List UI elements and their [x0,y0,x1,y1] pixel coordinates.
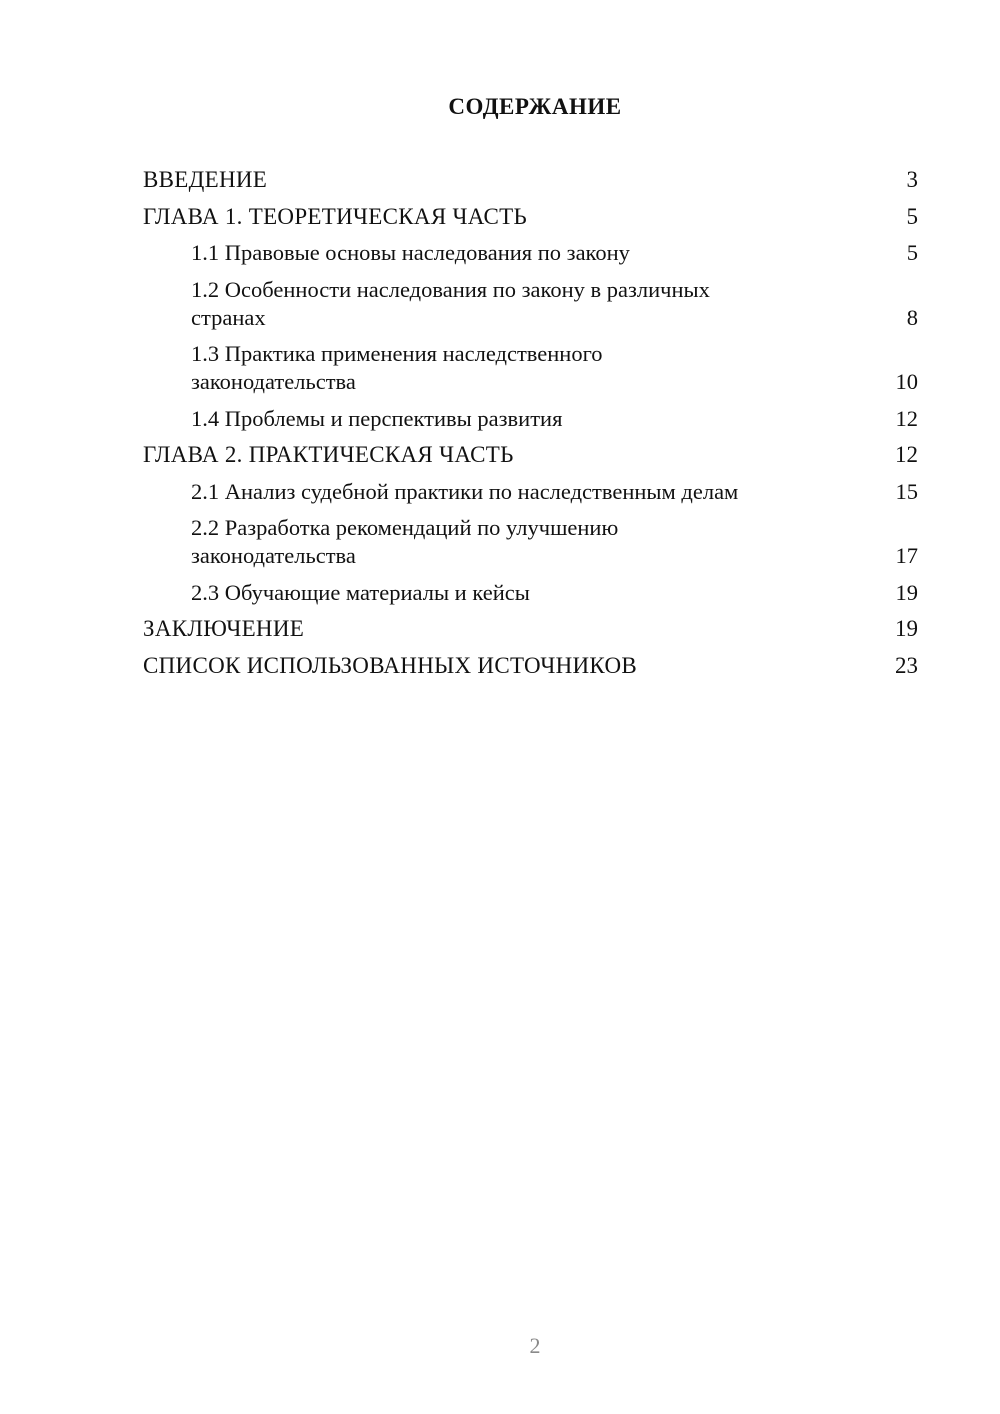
toc-entry-label: СПИСОК ИСПОЛЬЗОВАННЫХ ИСТОЧНИКОВ [143,652,638,678]
toc-entry-label: 1.4 Проблемы и перспективы развития [191,405,563,431]
toc-entry-section-1-2[interactable] [143,276,918,332]
toc-entry-chapter-1[interactable] [143,203,918,231]
toc-entry-label: 2.1 Анализ судебной практики по наследственным делам [191,478,739,504]
document-title: СОДЕРЖАНИЕ [448,94,622,119]
toc-entry-page: 19 [895,616,918,641]
toc-entry-page: 8 [906,304,918,330]
toc-entry-page: 5 [906,203,918,229]
toc-entry-page: 10 [895,369,918,394]
toc-entry-references[interactable] [143,652,918,680]
toc-entry-section-1-1[interactable] [143,239,918,267]
toc-entry-label: ГЛАВА 1. ТЕОРЕТИЧЕСКАЯ ЧАСТЬ [143,203,528,229]
toc-entry-chapter-2[interactable] [143,441,918,469]
toc-entry-section-2-3[interactable] [143,579,918,607]
table-of-contents [143,166,918,688]
page-number: 2 [529,1333,541,1358]
toc-entry-label: ЗАКЛЮЧЕНИЕ [143,616,305,641]
toc-entry-label: ГЛАВА 2. ПРАКТИЧЕСКАЯ ЧАСТЬ [143,442,514,467]
toc-entry-label: 1.1 Правовые основы наследования по закону [191,240,630,265]
toc-entry-page: 12 [895,405,918,431]
toc-entry-label: ВВЕДЕНИЕ [143,167,268,192]
toc-entry-introduction[interactable] [143,166,918,194]
toc-entry-section-2-2[interactable] [143,514,918,570]
toc-entry-conclusion[interactable] [143,615,918,643]
toc-entry-page: 5 [906,240,918,265]
toc-entry-page: 12 [895,442,918,467]
toc-entry-label: 2.3 Обучающие материалы и кейсы [191,579,530,605]
toc-entry-section-2-1[interactable] [143,478,918,506]
toc-entry-section-1-4[interactable] [143,405,918,433]
toc-entry-label: 1.3 Практика применения наследственного законодательства [191,341,603,394]
toc-entry-label: 1.2 Особенности наследования по закону в различных странах [191,276,710,330]
toc-entry-page: 3 [906,167,918,192]
toc-entry-page: 17 [895,543,918,568]
toc-entry-label: 2.2 Разработка рекомендаций по улучшению законодательства [191,515,619,568]
toc-entry-page: 23 [895,652,918,678]
toc-entry-page: 15 [895,478,918,504]
toc-entry-page: 19 [895,579,918,605]
toc-entry-section-1-3[interactable] [143,340,918,396]
